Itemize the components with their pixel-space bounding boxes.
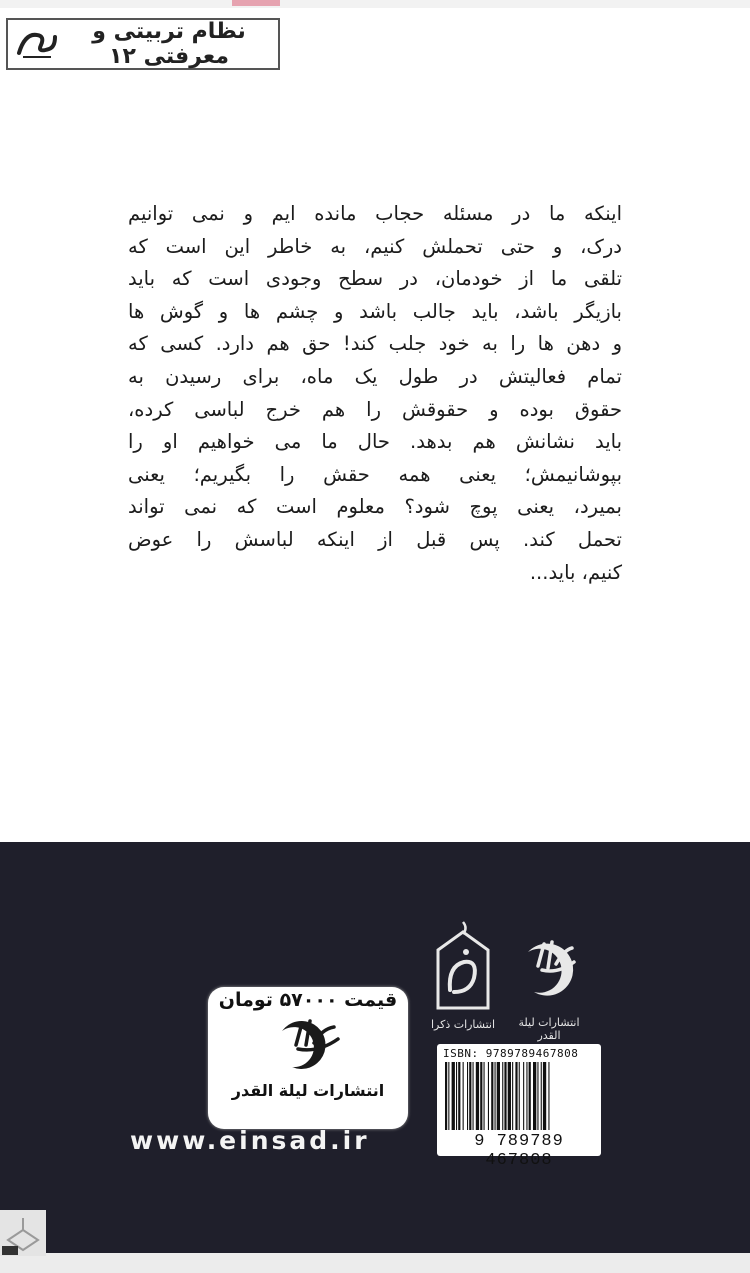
barcode-bar xyxy=(469,1062,471,1130)
barcode-bar xyxy=(508,1062,511,1130)
crescent-calligraphy-icon xyxy=(268,1015,348,1075)
laylat-publisher-label: انتشارات لیلة القدر xyxy=(518,1016,580,1042)
barcode-bar xyxy=(548,1062,549,1130)
barcode-bar xyxy=(495,1062,496,1130)
text-line: اینکه ما در مسئله حجاب مانده ایم و نمی توانیم xyxy=(128,202,622,225)
barcode-bar xyxy=(515,1062,517,1130)
barcode-bar xyxy=(533,1062,536,1130)
text-line: تمام فعالیتش در طول یک ماه، برای رسیدن به xyxy=(128,364,622,388)
barcode-bar xyxy=(512,1062,513,1130)
series-header-box xyxy=(6,18,280,70)
back-cover-text xyxy=(128,198,622,589)
barcode-bar xyxy=(497,1062,500,1130)
isbn-barcode xyxy=(437,1044,601,1170)
price-card-publisher: انتشارات لیلة القدر xyxy=(231,1081,385,1100)
series-title: نظام تربیتی و معرفتی ۱۲ xyxy=(92,19,246,69)
barcode-bar xyxy=(523,1062,524,1130)
laylat-publisher-logo xyxy=(514,930,584,1042)
website-url: www.einsad.ir xyxy=(130,1126,370,1155)
barcode-bar xyxy=(476,1062,479,1130)
top-edge xyxy=(0,0,750,8)
isbn-label: ISBN: 9789789467808 xyxy=(443,1047,579,1060)
bottom-edge xyxy=(0,1253,750,1273)
barcode-bar xyxy=(467,1062,468,1130)
text-line: بازیگر باشد، باید جالب باشد و چشم ها و گوش ها xyxy=(128,299,622,323)
barcode-bars xyxy=(443,1062,595,1130)
text-line: و دهن ها را به خود جلب کند! حق هم دارد. کسی که xyxy=(128,332,622,356)
text-line: بمیرد، یعنی پوچ شود؟ معلوم است که نمی تواند xyxy=(128,495,622,519)
barcode-bar xyxy=(452,1062,455,1130)
price-sticker xyxy=(208,987,408,1129)
text-line: بپوشانیمش؛ یعنی همه حقش را بگیریم؛ یعنی xyxy=(128,462,622,486)
barcode-bar xyxy=(491,1062,493,1130)
watermark-logo-icon xyxy=(0,1210,46,1256)
zekra-publisher-label: انتشارات ذکرا xyxy=(430,1018,496,1031)
text-line: تلقی ما از خودمان، در سطح وجودی است که باید xyxy=(128,267,622,291)
barcode-bar xyxy=(484,1062,485,1130)
barcode-bar xyxy=(458,1062,460,1130)
barcode-bar xyxy=(456,1062,457,1130)
barcode-bar xyxy=(480,1062,482,1130)
barcode-bar xyxy=(488,1062,489,1130)
barcode-bar xyxy=(519,1062,520,1130)
barcode-bar xyxy=(529,1062,531,1130)
barcode-bar xyxy=(543,1062,546,1130)
series-logo-icon xyxy=(14,25,60,63)
price-label: قیمت ۵۷۰۰۰ تومان xyxy=(218,989,398,1011)
text-line: کنیم، باید... xyxy=(529,560,622,584)
text-line: باید نشانش هم بدهد. حال ما می خواهیم او را xyxy=(128,430,622,454)
barcode-bar xyxy=(445,1062,447,1130)
barcode-bar xyxy=(463,1062,464,1130)
barcode-bar xyxy=(541,1062,542,1130)
text-line: حقوق بوده و حقوقش را هم خرج لباسی کرده، xyxy=(128,397,622,421)
barcode-bar xyxy=(537,1062,538,1130)
text-line: درک، و حتی تحملش کنیم، به خاطر این است که xyxy=(128,234,622,258)
zekra-emblem-icon xyxy=(428,920,498,1012)
crescent-calligraphy-icon xyxy=(514,930,584,1010)
barcode-bar xyxy=(473,1062,474,1130)
text-line: تحمل کند. پس قبل از اینکه لباسش را عوض xyxy=(128,527,622,551)
barcode-bar xyxy=(526,1062,527,1130)
barcode-bar xyxy=(448,1062,449,1130)
isbn-number: 9 789789 467808 xyxy=(474,1132,564,1170)
barcode-bar xyxy=(504,1062,506,1130)
barcode-bar xyxy=(502,1062,503,1130)
pink-tab xyxy=(232,0,280,6)
zekra-publisher-logo xyxy=(428,920,498,1031)
